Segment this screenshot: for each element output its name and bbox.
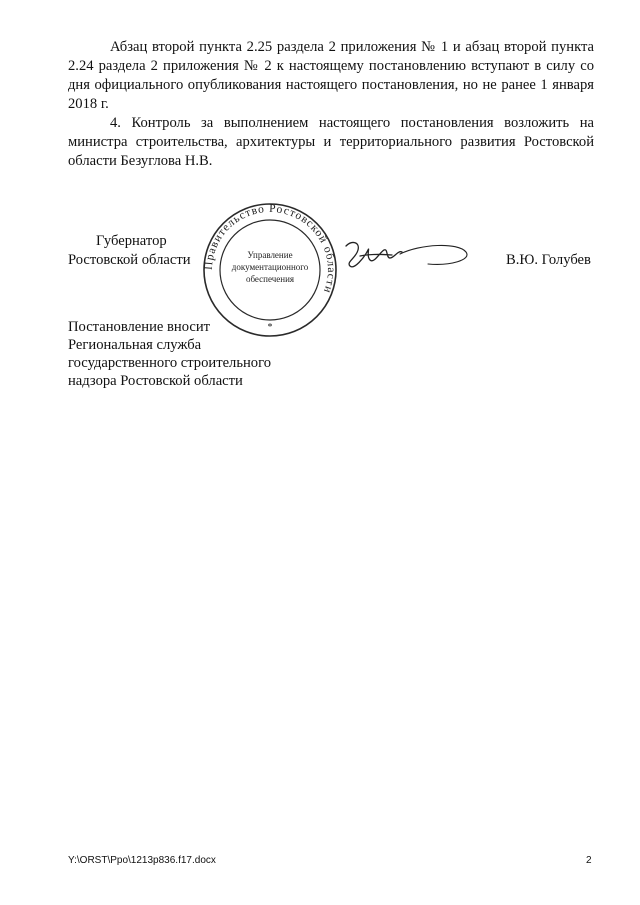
submitter-block	[68, 318, 271, 390]
signatory-title-line2: Ростовской области	[68, 252, 191, 268]
handwritten-signature	[340, 236, 490, 276]
seal-ring-textpath: Правительство Ростовской области	[202, 202, 338, 296]
submitter-line2: Региональная служба	[68, 337, 202, 353]
footer-page-number: 2	[586, 855, 592, 866]
seal-center-line1: Управление	[247, 250, 293, 260]
signatory-name: В.Ю. Голубев	[506, 252, 591, 268]
signatory-title	[68, 232, 191, 270]
seal-star: *	[267, 322, 273, 333]
seal-center-line3: обеспечения	[245, 274, 295, 284]
submitter-line3: государственного строительного	[68, 355, 272, 371]
paragraph-effective-date: Абзац второй пункта 2.25 раздела 2 приложения № 1 и абзац второй пункта 2.24 раздела 2 приложения № 2 к настоящему постановлению вступают в силу со дня официального опубликования настоящего постановления, но не ранее 1 января 2018 г.	[68, 39, 594, 112]
signatory-title-line1: Губернатор	[96, 233, 167, 249]
footer-file-path: Y:\ORST\Ppo\1213p836.f17.docx	[68, 855, 216, 866]
submitter-line4: надзора Ростовской области	[68, 373, 243, 389]
paragraph-control: 4. Контроль за выполнением настоящего постановления возложить на министра строительства, архитектуры и территориального развития Ростовской области Безуглова Н.В.	[68, 115, 594, 169]
seal-center-line2: документационного	[231, 262, 309, 272]
submitter-line1: Постановление вносит	[68, 319, 211, 335]
